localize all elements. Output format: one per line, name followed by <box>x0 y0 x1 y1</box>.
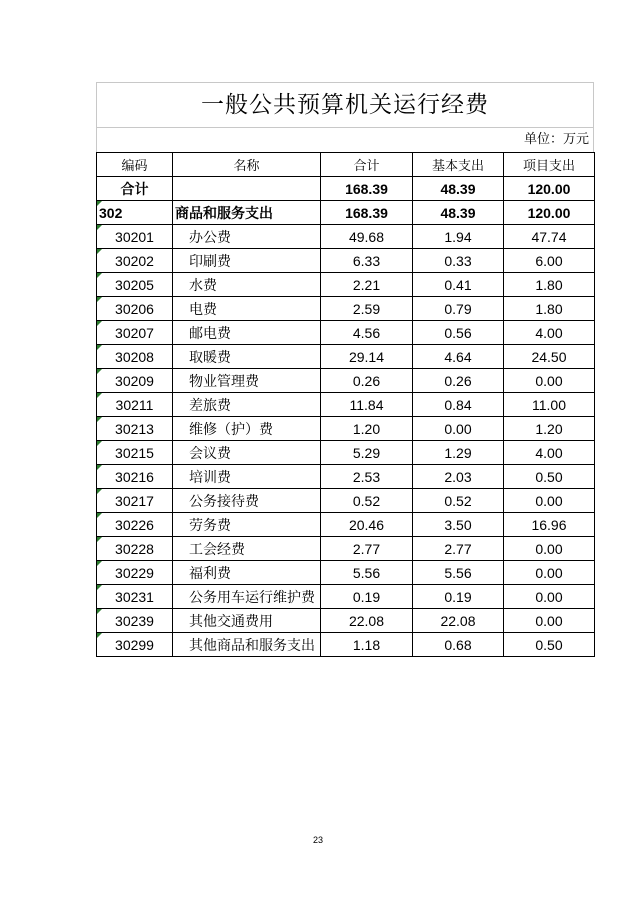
table-row <box>97 249 595 273</box>
row-project: 1.80 <box>504 297 595 321</box>
row-total: 2.21 <box>321 273 413 297</box>
row-project: 0.00 <box>504 585 595 609</box>
row-project: 0.00 <box>504 369 595 393</box>
category-basic: 48.39 <box>413 201 504 225</box>
row-name: 办公费 <box>173 225 321 249</box>
row-basic: 22.08 <box>413 609 504 633</box>
row-basic: 0.26 <box>413 369 504 393</box>
table-row <box>97 513 595 537</box>
row-basic: 0.19 <box>413 585 504 609</box>
row-code: 30207 <box>97 321 173 345</box>
row-total: 6.33 <box>321 249 413 273</box>
row-total: 22.08 <box>321 609 413 633</box>
row-total: 1.18 <box>321 633 413 657</box>
total-row <box>97 177 595 201</box>
row-project: 0.50 <box>504 633 595 657</box>
total-basic: 48.39 <box>413 177 504 201</box>
table-row <box>97 225 595 249</box>
row-code: 30228 <box>97 537 173 561</box>
row-project: 1.20 <box>504 417 595 441</box>
row-code: 30216 <box>97 465 173 489</box>
title-frame <box>96 82 594 152</box>
row-total: 20.46 <box>321 513 413 537</box>
page-number: 23 <box>312 835 323 845</box>
row-project: 24.50 <box>504 345 595 369</box>
row-basic: 0.00 <box>413 417 504 441</box>
row-name: 培训费 <box>173 465 321 489</box>
row-total: 1.20 <box>321 417 413 441</box>
row-name: 公务用车运行维护费 <box>173 585 321 609</box>
row-name: 维修（护）费 <box>173 417 321 441</box>
table-row <box>97 417 595 441</box>
row-code: 30299 <box>97 633 173 657</box>
row-project: 47.74 <box>504 225 595 249</box>
row-project: 4.00 <box>504 321 595 345</box>
row-code: 30205 <box>97 273 173 297</box>
table-row <box>97 633 595 657</box>
row-code: 30206 <box>97 297 173 321</box>
document <box>96 82 594 657</box>
row-name: 公务接待费 <box>173 489 321 513</box>
header-total: 合计 <box>321 153 413 177</box>
table-row <box>97 321 595 345</box>
row-name: 其他商品和服务支出 <box>173 633 321 657</box>
header-project: 项目支出 <box>504 153 595 177</box>
row-name: 取暖费 <box>173 345 321 369</box>
row-project: 11.00 <box>504 393 595 417</box>
unit-label: 单位：万元 <box>523 132 589 147</box>
row-name: 水费 <box>173 273 321 297</box>
category-total: 168.39 <box>321 201 413 225</box>
row-project: 4.00 <box>504 441 595 465</box>
category-project: 120.00 <box>504 201 595 225</box>
table-row <box>97 369 595 393</box>
row-total: 0.26 <box>321 369 413 393</box>
row-total: 2.77 <box>321 537 413 561</box>
row-project: 0.00 <box>504 561 595 585</box>
budget-table <box>96 152 595 657</box>
row-total: 49.68 <box>321 225 413 249</box>
row-basic: 0.56 <box>413 321 504 345</box>
row-project: 0.00 <box>504 609 595 633</box>
row-project: 6.00 <box>504 249 595 273</box>
row-code: 30202 <box>97 249 173 273</box>
table-row <box>97 393 595 417</box>
row-total: 0.52 <box>321 489 413 513</box>
category-code: 302 <box>97 201 173 225</box>
row-name: 劳务费 <box>173 513 321 537</box>
row-code: 30208 <box>97 345 173 369</box>
category-row <box>97 201 595 225</box>
row-basic: 1.94 <box>413 225 504 249</box>
category-name: 商品和服务支出 <box>173 201 321 225</box>
row-total: 29.14 <box>321 345 413 369</box>
row-name: 邮电费 <box>173 321 321 345</box>
row-project: 16.96 <box>504 513 595 537</box>
table-row <box>97 585 595 609</box>
row-code: 30211 <box>97 393 173 417</box>
row-project: 0.00 <box>504 489 595 513</box>
row-code: 30239 <box>97 609 173 633</box>
row-basic: 4.64 <box>413 345 504 369</box>
row-name: 电费 <box>173 297 321 321</box>
row-code: 30209 <box>97 369 173 393</box>
table-row <box>97 537 595 561</box>
table-row <box>97 465 595 489</box>
row-code: 30226 <box>97 513 173 537</box>
row-total: 2.59 <box>321 297 413 321</box>
table-row <box>97 489 595 513</box>
row-basic: 1.29 <box>413 441 504 465</box>
row-code: 30201 <box>97 225 173 249</box>
total-project: 120.00 <box>504 177 595 201</box>
row-code: 30217 <box>97 489 173 513</box>
row-project: 0.00 <box>504 537 595 561</box>
row-code: 30231 <box>97 585 173 609</box>
row-basic: 0.68 <box>413 633 504 657</box>
row-name: 工会经费 <box>173 537 321 561</box>
row-basic: 0.84 <box>413 393 504 417</box>
row-total: 0.19 <box>321 585 413 609</box>
header-row <box>97 153 595 177</box>
row-total: 5.56 <box>321 561 413 585</box>
table-row <box>97 441 595 465</box>
row-code: 30215 <box>97 441 173 465</box>
table-row <box>97 561 595 585</box>
total-name-cell <box>173 177 321 201</box>
total-total: 168.39 <box>321 177 413 201</box>
row-total: 11.84 <box>321 393 413 417</box>
row-name: 差旅费 <box>173 393 321 417</box>
total-label: 合计 <box>97 177 173 201</box>
row-code: 30213 <box>97 417 173 441</box>
row-total: 4.56 <box>321 321 413 345</box>
row-project: 1.80 <box>504 273 595 297</box>
row-project: 0.50 <box>504 465 595 489</box>
row-name: 福利费 <box>173 561 321 585</box>
row-total: 2.53 <box>321 465 413 489</box>
row-name: 物业管理费 <box>173 369 321 393</box>
row-basic: 0.79 <box>413 297 504 321</box>
header-code: 编码 <box>97 153 173 177</box>
row-name: 印刷费 <box>173 249 321 273</box>
page-title: 一般公共预算机关运行经费 <box>97 83 593 128</box>
row-name: 会议费 <box>173 441 321 465</box>
row-name: 其他交通费用 <box>173 609 321 633</box>
table-row <box>97 273 595 297</box>
row-basic: 2.03 <box>413 465 504 489</box>
header-basic: 基本支出 <box>413 153 504 177</box>
row-basic: 2.77 <box>413 537 504 561</box>
table-row <box>97 297 595 321</box>
row-basic: 0.52 <box>413 489 504 513</box>
row-total: 5.29 <box>321 441 413 465</box>
header-name: 名称 <box>173 153 321 177</box>
table-row <box>97 345 595 369</box>
row-basic: 5.56 <box>413 561 504 585</box>
row-basic: 0.33 <box>413 249 504 273</box>
table-row <box>97 609 595 633</box>
row-code: 30229 <box>97 561 173 585</box>
row-basic: 0.41 <box>413 273 504 297</box>
row-basic: 3.50 <box>413 513 504 537</box>
